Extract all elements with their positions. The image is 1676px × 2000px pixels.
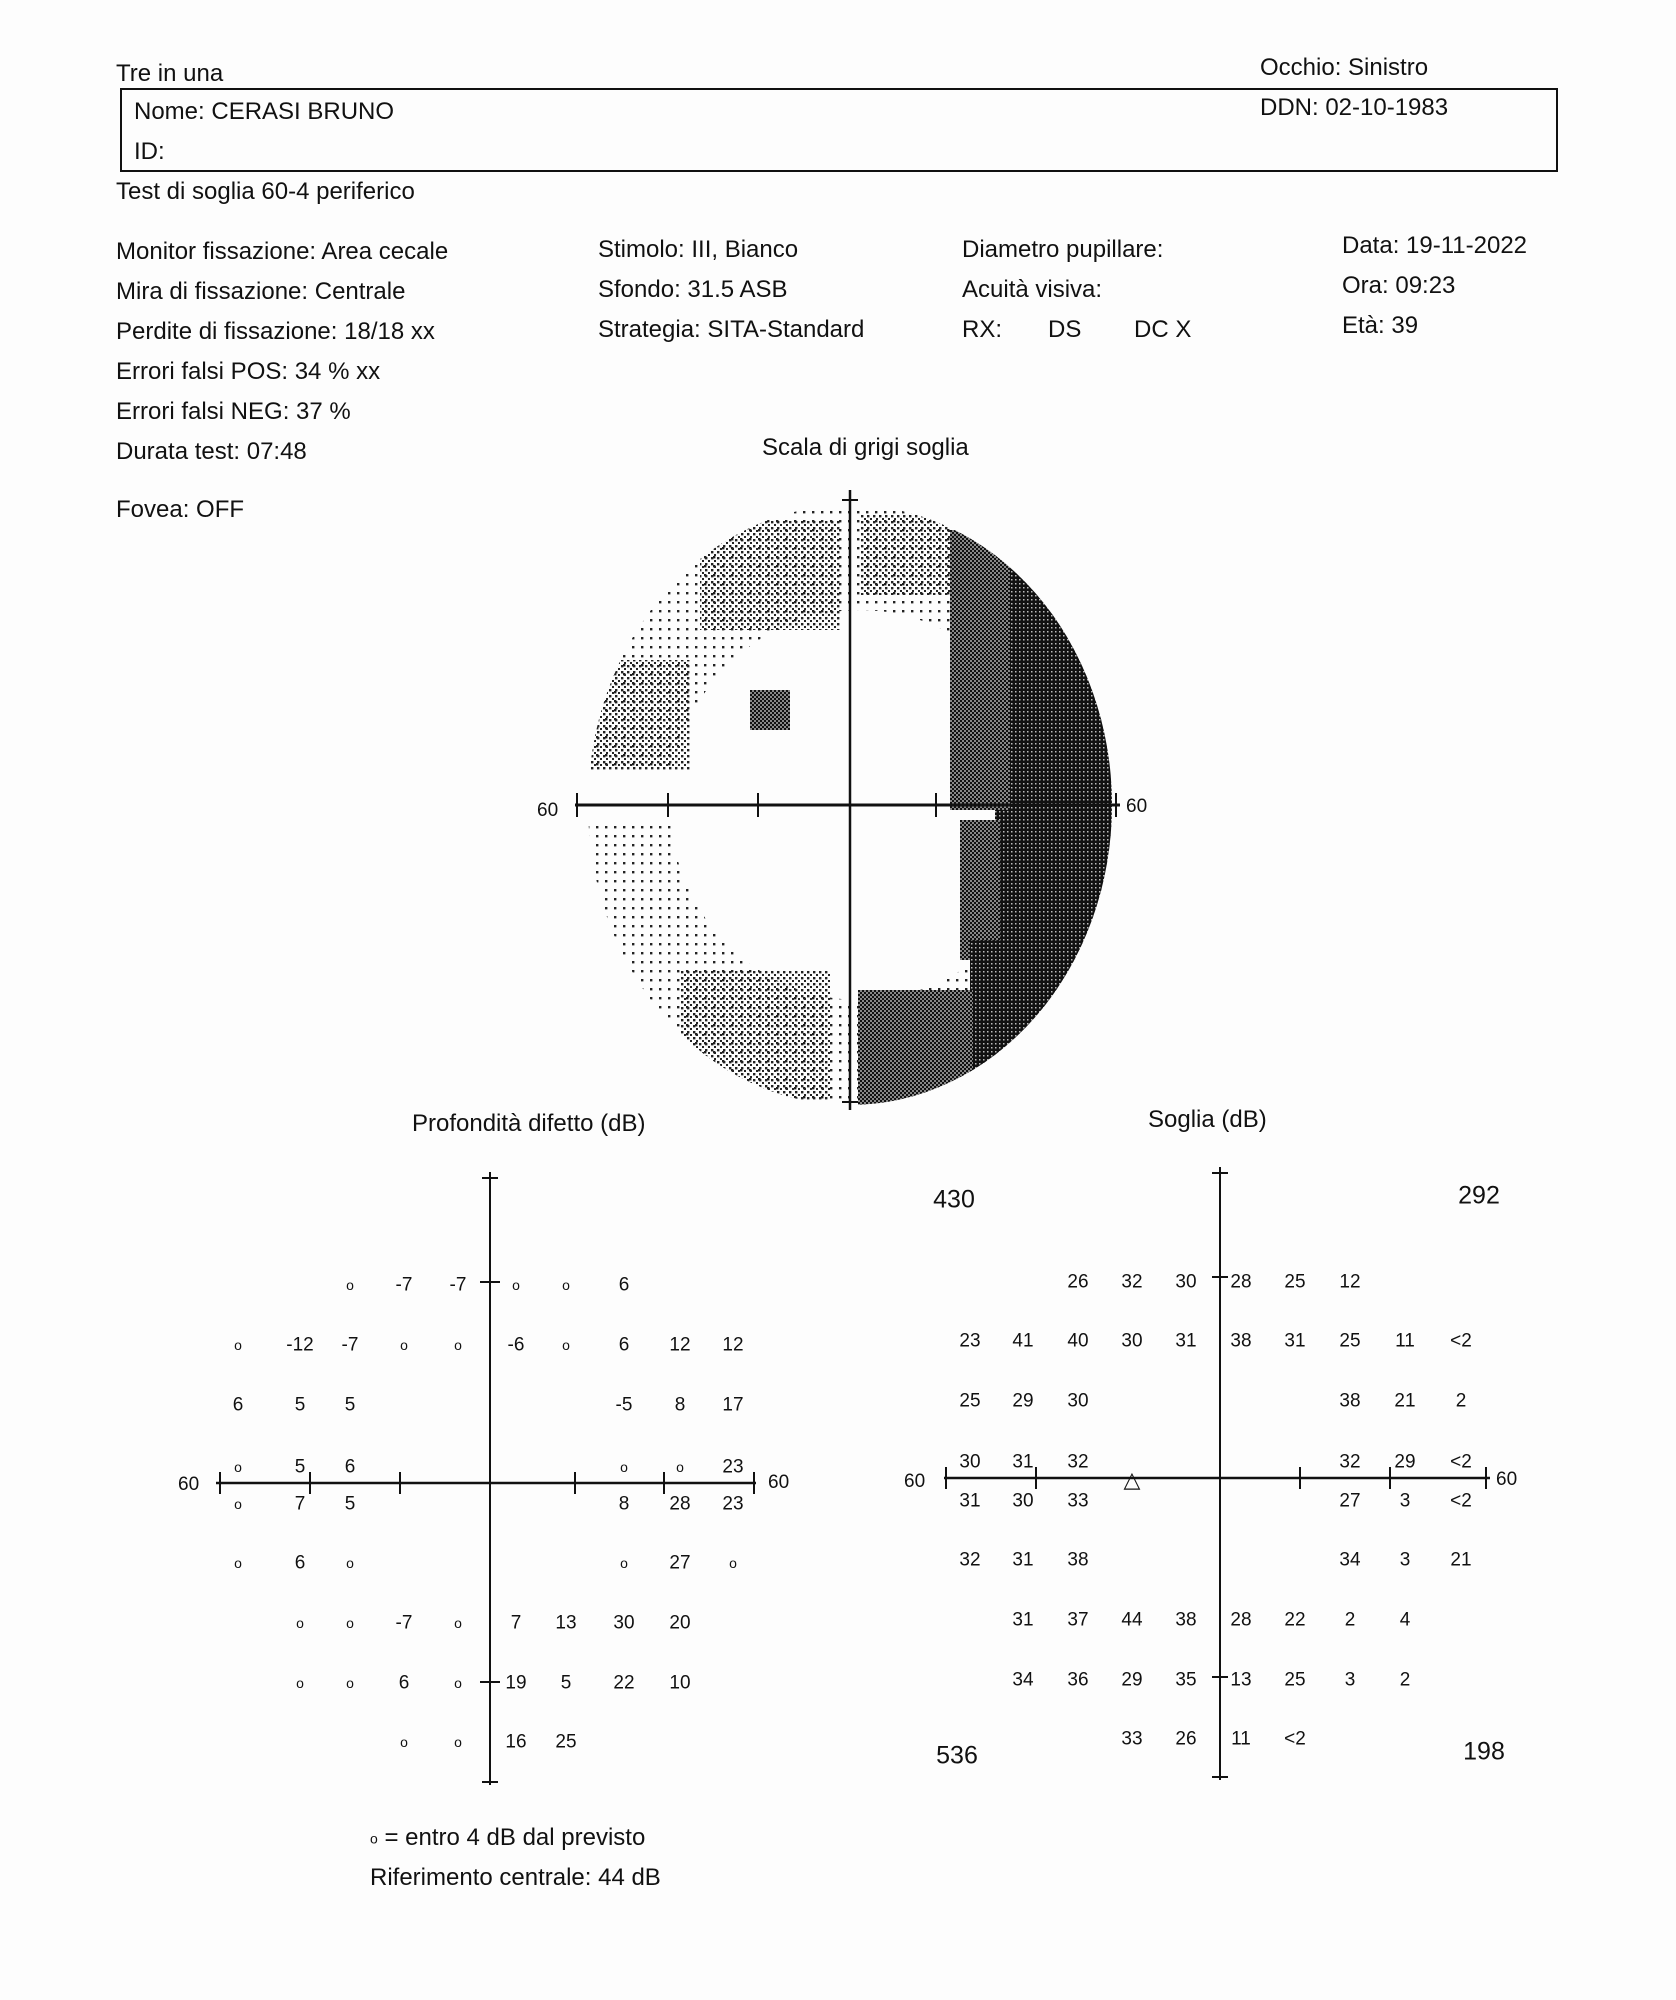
defect-value-r0-c5: o <box>512 1277 520 1293</box>
defect-value-r5-c8: 27 <box>669 1552 691 1574</box>
defect-value-r2-c1: 5 <box>294 1394 306 1416</box>
defect-value-r4-c7: 8 <box>618 1493 630 1515</box>
gray-dense-top <box>700 520 840 630</box>
threshold-value-r0-c4: 30 <box>1175 1271 1197 1293</box>
defect-value-r0-c2: o <box>346 1277 354 1293</box>
defect-value-r6-c7: 30 <box>613 1612 635 1634</box>
background: Sfondo: 31.5 ASB <box>598 276 788 303</box>
legend-symbol: o <box>370 1830 378 1847</box>
threshold-value-r3-c1: 31 <box>1012 1451 1034 1473</box>
defect-value-r0-c7: 6 <box>618 1274 630 1296</box>
threshold-value-r5-c2: 38 <box>1067 1549 1089 1571</box>
defect-value-r3-c1: 5 <box>294 1456 306 1478</box>
defect-value-r8-c4: o <box>454 1734 462 1750</box>
defect-value-r1-c8: 12 <box>669 1334 691 1356</box>
threshold-value-r1-c0: 23 <box>959 1330 981 1352</box>
defect-value-r7-c2: o <box>346 1675 354 1691</box>
defect-value-r2-c2: 5 <box>344 1394 356 1416</box>
defect-value-r7-c5: 19 <box>505 1672 527 1694</box>
rx-dc: DC X <box>1134 316 1192 343</box>
threshold-value-r5-c0: 32 <box>959 1549 981 1571</box>
threshold-value-r1-c6: 31 <box>1284 1330 1306 1352</box>
defect-value-r0-c4: -7 <box>449 1274 467 1296</box>
defect-value-r8-c3: o <box>400 1734 408 1750</box>
defect-legend <box>370 1826 645 1850</box>
threshold-value-r0-c3: 32 <box>1121 1271 1143 1293</box>
fovea-status: Fovea: OFF <box>116 496 245 523</box>
defect-value-r0-c3: -7 <box>395 1274 413 1296</box>
threshold-value-r0-c7: 12 <box>1339 1271 1361 1293</box>
gray-axis-right-label: 60 <box>1126 796 1148 817</box>
threshold-value-r6-c2: 37 <box>1067 1609 1089 1631</box>
defect-value-r8-c6: 25 <box>555 1731 577 1753</box>
threshold-value-r4-c2: 33 <box>1067 1490 1089 1512</box>
blind-spot-marker: △ <box>1123 1467 1141 1492</box>
gray-dense-bottom <box>680 970 830 1100</box>
gray-defect-lower-right <box>970 940 1080 1090</box>
threshold-value-r2-c2: 30 <box>1067 1390 1089 1412</box>
threshold-value-r2-c0: 25 <box>959 1390 981 1412</box>
false-neg-errors: Errori falsi NEG: 37 % <box>116 398 351 425</box>
defect-axes <box>180 1170 780 1790</box>
defect-value-r4-c9: 23 <box>722 1493 744 1515</box>
threshold-value-r4-c0: 31 <box>959 1490 981 1512</box>
pupil-diameter: Diametro pupillare: <box>962 236 1164 263</box>
threshold-title: Soglia (dB) <box>1148 1106 1267 1133</box>
defect-title: Profondità difetto (dB) <box>412 1110 646 1137</box>
count-top-left: 430 <box>933 1185 975 1214</box>
defect-value-r3-c8: o <box>676 1459 684 1475</box>
defect-value-r3-c9: 23 <box>722 1456 744 1478</box>
threshold-value-r4-c8: 3 <box>1399 1490 1411 1512</box>
defect-value-r5-c9: o <box>729 1555 737 1571</box>
threshold-value-r5-c9: 21 <box>1450 1549 1472 1571</box>
threshold-value-r3-c0: 30 <box>959 1451 981 1473</box>
threshold-value-r5-c8: 3 <box>1399 1549 1411 1571</box>
defect-value-r3-c7: o <box>620 1459 628 1475</box>
patient-name: Nome: CERASI BRUNO <box>134 98 395 125</box>
threshold-value-r5-c1: 31 <box>1012 1549 1034 1571</box>
date-of-birth: DDN: 02-10-1983 <box>1260 94 1449 121</box>
threshold-value-r6-c4: 38 <box>1175 1609 1197 1631</box>
threshold-value-r1-c1: 41 <box>1012 1330 1034 1352</box>
defect-value-r1-c5: -6 <box>507 1334 525 1356</box>
threshold-value-r6-c7: 2 <box>1344 1609 1356 1631</box>
grayscale-plot <box>530 490 1150 1120</box>
gray-defect-right-upper-mid <box>950 530 1010 810</box>
threshold-axis-right-label: 60 <box>1496 1469 1518 1490</box>
threshold-value-r4-c1: 30 <box>1012 1490 1034 1512</box>
defect-value-r4-c1: 7 <box>294 1493 306 1515</box>
gray-dense-upper-left <box>580 660 690 770</box>
defect-value-r5-c7: o <box>620 1555 628 1571</box>
threshold-value-r8-c6: <2 <box>1284 1728 1306 1750</box>
defect-value-r7-c6: 5 <box>560 1672 572 1694</box>
defect-value-r3-c2: 6 <box>344 1456 356 1478</box>
gray-defect-lower-center <box>858 990 973 1110</box>
threshold-axis-left-label: 60 <box>904 1471 926 1492</box>
threshold-value-r1-c3: 30 <box>1121 1330 1143 1352</box>
defect-value-r1-c9: 12 <box>722 1334 744 1356</box>
threshold-value-r1-c4: 31 <box>1175 1330 1197 1352</box>
defect-value-r7-c7: 22 <box>613 1672 635 1694</box>
threshold-value-r7-c1: 34 <box>1012 1669 1034 1691</box>
defect-value-r8-c5: 16 <box>505 1731 527 1753</box>
defect-value-r4-c0: o <box>234 1496 242 1512</box>
defect-value-r1-c7: 6 <box>618 1334 630 1356</box>
visual-acuity: Acuità visiva: <box>962 276 1103 303</box>
fixation-target: Mira di fissazione: Centrale <box>116 278 406 305</box>
false-pos-errors: Errori falsi POS: 34 % xx <box>116 358 381 385</box>
threshold-value-r0-c6: 25 <box>1284 1271 1306 1293</box>
test-duration: Durata test: 07:48 <box>116 438 307 465</box>
defect-value-r3-c0: o <box>234 1459 242 1475</box>
threshold-value-r8-c4: 26 <box>1175 1728 1197 1750</box>
defect-value-r6-c4: o <box>454 1615 462 1631</box>
threshold-axes <box>930 1165 1510 1785</box>
count-bottom-left: 536 <box>936 1741 978 1770</box>
test-time: Ora: 09:23 <box>1342 272 1456 299</box>
defect-value-r5-c0: o <box>234 1555 242 1571</box>
defect-value-r7-c8: 10 <box>669 1672 691 1694</box>
gray-dense-top-right <box>860 515 950 595</box>
threshold-value-r4-c7: 27 <box>1339 1490 1361 1512</box>
fixation-losses: Perdite di fissazione: 18/18 xx <box>116 318 435 345</box>
fixation-monitor: Monitor fissazione: Area cecale <box>116 238 449 265</box>
gray-axis-left-label: 60 <box>537 800 559 821</box>
program-name: Tre in una <box>116 60 224 87</box>
gray-defect-right-upper <box>1010 550 1120 810</box>
defect-value-r6-c5: 7 <box>510 1612 522 1634</box>
stimulus: Stimolo: III, Bianco <box>598 236 799 263</box>
threshold-value-r7-c2: 36 <box>1067 1669 1089 1691</box>
threshold-value-r7-c6: 25 <box>1284 1669 1306 1691</box>
patient-age: Età: 39 <box>1342 312 1419 339</box>
defect-value-r6-c2: o <box>346 1615 354 1631</box>
threshold-value-r2-c9: 2 <box>1455 1390 1467 1412</box>
defect-value-r4-c8: 28 <box>669 1493 691 1515</box>
defect-value-r0-c6: o <box>562 1277 570 1293</box>
defect-value-r6-c1: o <box>296 1615 304 1631</box>
defect-value-r7-c1: o <box>296 1675 304 1691</box>
threshold-value-r7-c3: 29 <box>1121 1669 1143 1691</box>
count-top-right: 292 <box>1458 1181 1500 1210</box>
defect-value-r1-c2: -7 <box>341 1334 359 1356</box>
threshold-value-r3-c9: <2 <box>1450 1451 1472 1473</box>
threshold-value-r5-c7: 34 <box>1339 1549 1361 1571</box>
threshold-value-r3-c2: 32 <box>1067 1451 1089 1473</box>
threshold-value-r1-c5: 38 <box>1230 1330 1252 1352</box>
central-reference: Riferimento centrale: 44 dB <box>370 1864 661 1891</box>
gray-defect-right-lower-mid <box>960 820 1000 960</box>
threshold-value-r2-c7: 38 <box>1339 1390 1361 1412</box>
defect-value-r5-c1: 6 <box>294 1552 306 1574</box>
defect-value-r6-c8: 20 <box>669 1612 691 1634</box>
rx-ds: DS <box>1048 316 1082 343</box>
defect-value-r2-c8: 8 <box>674 1394 686 1416</box>
threshold-value-r7-c4: 35 <box>1175 1669 1197 1691</box>
defect-value-r6-c3: -7 <box>395 1612 413 1634</box>
defect-value-r1-c4: o <box>454 1337 462 1353</box>
threshold-value-r1-c8: 11 <box>1395 1330 1415 1352</box>
threshold-value-r7-c5: 13 <box>1230 1669 1252 1691</box>
threshold-value-r0-c2: 26 <box>1067 1271 1089 1293</box>
threshold-value-r3-c7: 32 <box>1339 1451 1361 1473</box>
defect-value-r1-c3: o <box>400 1337 408 1353</box>
defect-axis-left-label: 60 <box>178 1474 200 1495</box>
gray-defect-right-lower <box>995 810 1120 950</box>
threshold-value-r6-c1: 31 <box>1012 1609 1034 1631</box>
threshold-value-r1-c7: 25 <box>1339 1330 1361 1352</box>
test-name: Test di soglia 60-4 periferico <box>116 178 415 205</box>
threshold-value-r8-c3: 33 <box>1121 1728 1143 1750</box>
threshold-value-r4-c9: <2 <box>1450 1490 1472 1512</box>
count-bottom-right: 198 <box>1463 1737 1505 1766</box>
test-date: Data: 19-11-2022 <box>1342 232 1528 259</box>
gray-blind-spot <box>750 690 790 730</box>
defect-value-r2-c7: -5 <box>615 1394 633 1416</box>
legend-text: = entro 4 dB dal previsto <box>384 1824 646 1851</box>
patient-id: ID: <box>134 138 165 165</box>
threshold-value-r6-c3: 44 <box>1121 1609 1143 1631</box>
threshold-value-r3-c8: 29 <box>1394 1451 1416 1473</box>
threshold-value-r2-c8: 21 <box>1394 1390 1416 1412</box>
threshold-value-r2-c1: 29 <box>1012 1390 1034 1412</box>
eye-label: Occhio: Sinistro <box>1260 54 1429 81</box>
defect-value-r5-c2: o <box>346 1555 354 1571</box>
defect-value-r1-c1: -12 <box>286 1334 314 1356</box>
threshold-value-r7-c7: 3 <box>1344 1669 1356 1691</box>
defect-value-r1-c6: o <box>562 1337 570 1353</box>
threshold-value-r6-c5: 28 <box>1230 1609 1252 1631</box>
grayscale-title: Scala di grigi soglia <box>762 434 969 461</box>
threshold-value-r1-c2: 40 <box>1067 1330 1089 1352</box>
strategy: Strategia: SITA-Standard <box>598 316 865 343</box>
threshold-value-r6-c8: 4 <box>1399 1609 1411 1631</box>
defect-value-r4-c2: 5 <box>344 1493 356 1515</box>
defect-value-r1-c0: o <box>234 1337 242 1353</box>
defect-value-r7-c4: o <box>454 1675 462 1691</box>
threshold-value-r1-c9: <2 <box>1450 1330 1472 1352</box>
threshold-value-r8-c5: 11 <box>1231 1728 1251 1750</box>
defect-value-r2-c9: 17 <box>722 1394 744 1416</box>
defect-value-r2-c0: 6 <box>232 1394 244 1416</box>
threshold-value-r0-c5: 28 <box>1230 1271 1252 1293</box>
defect-axis-right-label: 60 <box>768 1472 790 1493</box>
defect-value-r6-c6: 13 <box>555 1612 577 1634</box>
threshold-value-r7-c8: 2 <box>1399 1669 1411 1691</box>
defect-value-r7-c3: 6 <box>398 1672 410 1694</box>
threshold-value-r6-c6: 22 <box>1284 1609 1306 1631</box>
rx-label: RX: <box>962 316 1003 343</box>
